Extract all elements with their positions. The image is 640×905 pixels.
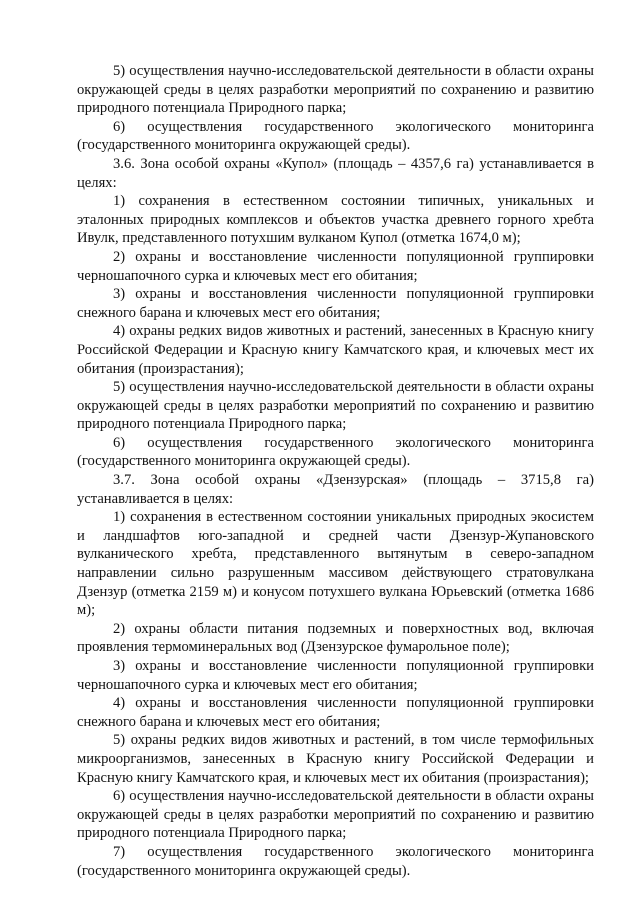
- paragraph-item-3-snow-sheep: 3) охраны и восстановления численности популяционной группировки снежного барана и ключевых мест его обитания;: [77, 286, 594, 321]
- section-3-7-heading: 3.7. Зона особой охраны «Дзензурская» (площадь – 3715,8 га) устанавливается в целях:: [77, 472, 594, 507]
- document-body: [77, 62, 594, 880]
- paragraph-item-6-monitoring: 6) осуществления государственного экологического мониторинга (государственного мониторинга окружающей среды).: [77, 118, 594, 154]
- paragraph-item-2-groundwater: 2) охраны области питания подземных и поверхностных вод, включая проявления термоминеральных вод (Дзензурское фумарольное поле);: [77, 620, 594, 656]
- section-3-6-heading: 3.6. Зона особой охраны «Купол» (площадь – 4357,6 га) устанавливается в целях:: [77, 155, 594, 191]
- paragraph-item-4-snow-sheep: 4) охраны и восстановления численности популяционной группировки снежного барана и ключевых мест его обитания;: [77, 695, 594, 730]
- paragraph-item-5-rare-species: 5) охраны редких видов животных и растений, в том числе термофильных микроорганизмов, занесенных в Красную книгу Российской Федерации и Красную книгу Камчатского края, и ключевых мест их обитания (произрастания);: [77, 732, 594, 786]
- paragraph-item-5-research: 5) осуществления научно-исследовательской деятельности в области охраны окружающей среды в целях разработки мероприятий по сохранению и развитию природного потенциала Природного парка;: [77, 379, 594, 433]
- paragraph-item-5-research: 5) осуществления научно-исследовательской деятельности в области охраны окружающей среды в целях разработки мероприятий по сохранению и развитию природного потенциала Природного парка;: [77, 63, 594, 117]
- paragraph-item-2-marmot: 2) охраны и восстановление численности популяционной группировки черношапочного сурка и ключевых мест его обитания;: [77, 248, 594, 284]
- paragraph-item-1-preservation: 1) сохранения в естественном состоянии уникальных природных экосистем и ландшафтов юго-западной и средней части Дзензур-Жупановского вулканического хребта, представленного вытянутым в северо-западном направлении сильно разрушенным массивом действующего стратовулкана Дзензур (отметка 2159 м) и конусом потухшего вулкана Юрьевский (отметка 1686 м);: [77, 509, 594, 619]
- paragraph-item-6-research: 6) осуществления научно-исследовательской деятельности в области охраны окружающей среды в целях разработки мероприятий по сохранению и развитию природного потенциала Природного парка;: [77, 788, 594, 842]
- paragraph-item-4-rare-species: 4) охраны редких видов животных и растений, занесенных в Красную книгу Российской Федерации и Красную книгу Камчатского края, и ключевых мест их обитания (произрастания);: [77, 323, 594, 377]
- paragraph-item-7-monitoring: 7) осуществления государственного экологического мониторинга (государственного мониторинга окружающей среды).: [77, 843, 594, 879]
- paragraph-item-1-preservation: 1) сохранения в естественном состоянии типичных, уникальных и эталонных природных комплексов и объектов участка древнего горного хребта Ивулк, представленного потухшим вулканом Купол (отметка 1674,0 м);: [77, 193, 594, 247]
- paragraph-item-6-monitoring: 6) осуществления государственного экологического мониторинга (государственного мониторинга окружающей среды).: [77, 434, 594, 470]
- paragraph-item-3-marmot: 3) охраны и восстановление численности популяционной группировки черношапочного сурка и ключевых мест его обитания;: [77, 658, 594, 693]
